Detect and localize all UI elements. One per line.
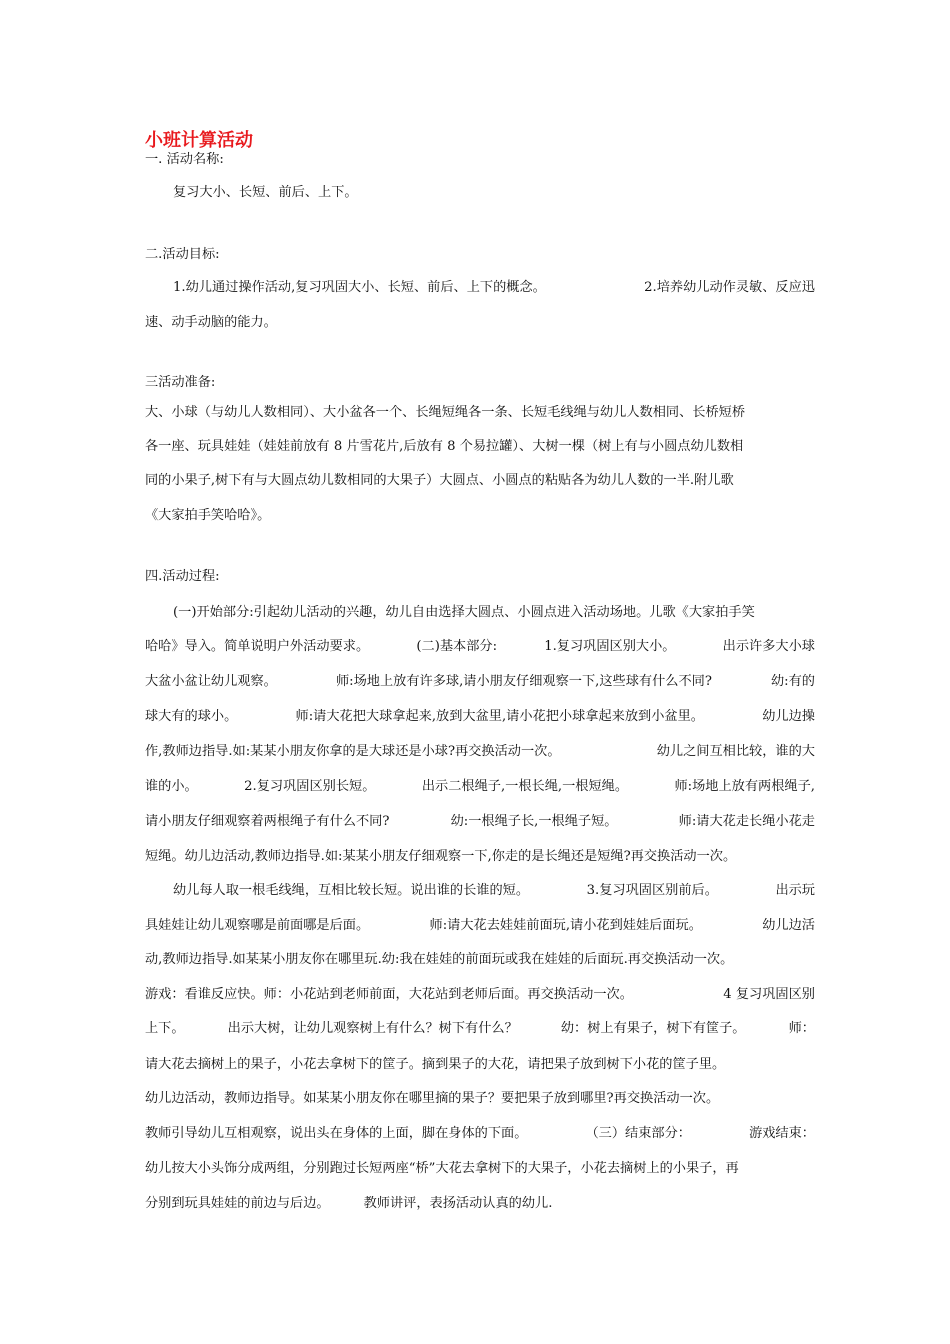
text-line (145, 743, 815, 761)
text-line (145, 438, 815, 456)
text-line (145, 246, 815, 264)
text-line (145, 638, 815, 656)
text-segment: 谁的小。 (145, 779, 198, 794)
text-segment: 出示二根绳子,一根长绳,一根短绳。 (421, 779, 629, 794)
text-line (145, 882, 815, 900)
text-segment: 幼:一根绳子长,一根绳子短。 (450, 814, 618, 829)
text-segment: 大盆小盆让幼儿观察。 (145, 674, 277, 689)
text-line (145, 848, 815, 866)
text-segment: 幼儿边活 (762, 918, 815, 933)
text-segment: 幼儿之间互相比较，谁的大 (656, 744, 815, 759)
text-segment: 三活动准备: (145, 375, 216, 390)
text-line (145, 404, 815, 422)
text-line (145, 1195, 815, 1213)
text-segment: 幼儿每人取一根毛线绳，互相比较长短。说出谁的长谁的短。 (173, 883, 530, 898)
text-segment: 球大有的球小。 (145, 709, 238, 724)
text-segment: 师:场地上放有两根绳子, (674, 779, 815, 794)
text-line (145, 1125, 815, 1143)
text-segment: 具娃娃让幼儿观察哪是前面哪是后面。 (145, 918, 370, 933)
text-line (145, 314, 815, 332)
text-line (145, 184, 815, 202)
text-line (145, 1160, 815, 1178)
text-line (145, 951, 815, 969)
text-line (145, 917, 815, 935)
text-line (145, 472, 815, 490)
text-segment: 动,教师边指导.如某某小朋友你在哪里玩.幼:我在娃娃的前面玩或我在娃娃的后面玩.再交换活动一次。 (145, 952, 734, 967)
text-segment: (一)开始部分:引起幼儿活动的兴趣，幼儿自由选择大圆点、小圆点进入活动场地。儿歌《大家拍手笑 (173, 605, 755, 620)
text-segment: 师:场地上放有许多球,请小朋友仔细观察一下,这些球有什么不同? (335, 674, 712, 689)
text-segment: 师:请大花去娃娃前面玩,请小花到娃娃后面玩。 (429, 918, 702, 933)
text-segment: 《大家拍手笑哈哈》。 (145, 508, 271, 523)
text-segment: 二.活动目标: (145, 247, 220, 262)
text-segment: 请大花去摘树上的果子，小花去拿树下的筐子。摘到果子的大花，请把果子放到树下小花的筐子里。 (145, 1057, 726, 1072)
text-segment: 作,教师边指导.如:某某小朋友你拿的是大球还是小球?再交换活动一次。 (145, 744, 561, 759)
text-segment: 3.复习巩固区别前后。 (586, 883, 718, 898)
text-segment: 出示玩 (775, 883, 815, 898)
text-segment: 师:请大花走长绳小花走 (678, 814, 815, 829)
text-segment: 游戏结束： (749, 1126, 815, 1141)
text-segment: 师:请大花把大球拿起来,放到大盆里,请小花把小球拿起来放到小盆里。 (295, 709, 704, 724)
text-segment: 幼儿边活动，教师边指导。如某某小朋友你在哪里摘的果子？要把果子放到哪里?再交换活动一次。 (145, 1091, 720, 1106)
text-segment: 2.复习巩固区别长短。 (244, 779, 376, 794)
text-segment: 教师讲评，表扬活动认真的幼儿. (363, 1196, 553, 1211)
text-segment: 幼：树上有果子，树下有筐子。 (560, 1021, 746, 1036)
text-segment: 哈哈》导入。简单说明户外活动要求。 (145, 639, 370, 654)
text-segment: 复习大小、长短、前后、上下。 (173, 185, 358, 200)
text-segment: 分别到玩具娃娃的前边与后边。 (145, 1196, 330, 1211)
text-segment: 同的小果子,树下有与大圆点幼儿数相同的大果子）大圆点、小圆点的粘贴各为幼儿人数的一半.附儿歌 (145, 473, 734, 488)
text-segment: 上下。 (145, 1021, 185, 1036)
text-segment: 师： (788, 1021, 815, 1036)
text-segment: 1.复习巩固区别大小。 (544, 639, 676, 654)
text-line (145, 1020, 815, 1038)
text-line (145, 604, 815, 622)
text-segment: 幼:有的 (770, 674, 815, 689)
text-segment: 幼儿边操 (762, 709, 815, 724)
text-line (145, 708, 815, 726)
text-segment: (二)基本部分: (416, 639, 498, 654)
text-segment: 教师引导幼儿互相观察，说出头在身体的上面，脚在身体的下面。 (145, 1126, 528, 1141)
document-title: 小班计算活动 (145, 130, 253, 151)
text-segment: 短绳。 (145, 849, 185, 864)
text-segment: 2.培养幼儿动作灵敏、反应迅 (644, 280, 815, 295)
text-line (145, 507, 815, 525)
text-line (145, 673, 815, 691)
text-line (145, 1056, 815, 1074)
text-segment: 4 复习巩固区别 (723, 987, 815, 1002)
text-segment: 请小朋友仔细观察着两根绳子有什么不同? (145, 814, 390, 829)
text-segment: 幼儿按大小头饰分成两组，分别跑过长短两座“桥”大花去拿树下的大果子，小花去摘树上的小果子，再 (145, 1161, 739, 1176)
text-line (145, 778, 815, 796)
text-segment: 大、小球（与幼儿人数相同）、大小盆各一个、长绳短绳各一条、长短毛线绳与幼儿人数相同、长桥短桥 (145, 405, 746, 420)
text-segment: 速、动手动脑的能力。 (145, 315, 277, 330)
text-segment: 各一座、玩具娃娃（娃娃前放有 8 片雪花片,后放有 8 个易拉罐）、大树一棵（树上有与小圆点幼儿数相 (145, 439, 744, 454)
text-line (145, 813, 815, 831)
text-line (145, 986, 815, 1004)
text-segment: 幼儿边活动,教师边指导.如:某某小朋友仔细观察一下,你走的是长绳还是短绳?再交换活动一次。 (184, 849, 737, 864)
text-segment: 出示大树，让幼儿观察树上有什么？树下有什么？ (227, 1021, 518, 1036)
text-segment: 四.活动过程: (145, 569, 220, 584)
text-segment: 游戏：看谁反应快。师：小花站到老师前面，大花站到老师后面。再交换活动一次。 (145, 987, 633, 1002)
text-segment: 1.幼儿通过操作活动,复习巩固大小、长短、前后、上下的概念。 (173, 280, 546, 295)
text-line (145, 279, 815, 297)
text-segment: 一. 活动名称: (145, 152, 224, 167)
text-line (145, 374, 815, 392)
text-line (145, 1090, 815, 1108)
text-segment: （三）结束部分： (585, 1126, 691, 1141)
text-line (145, 568, 815, 586)
text-segment: 出示许多大小球 (722, 639, 815, 654)
text-line (145, 151, 815, 169)
